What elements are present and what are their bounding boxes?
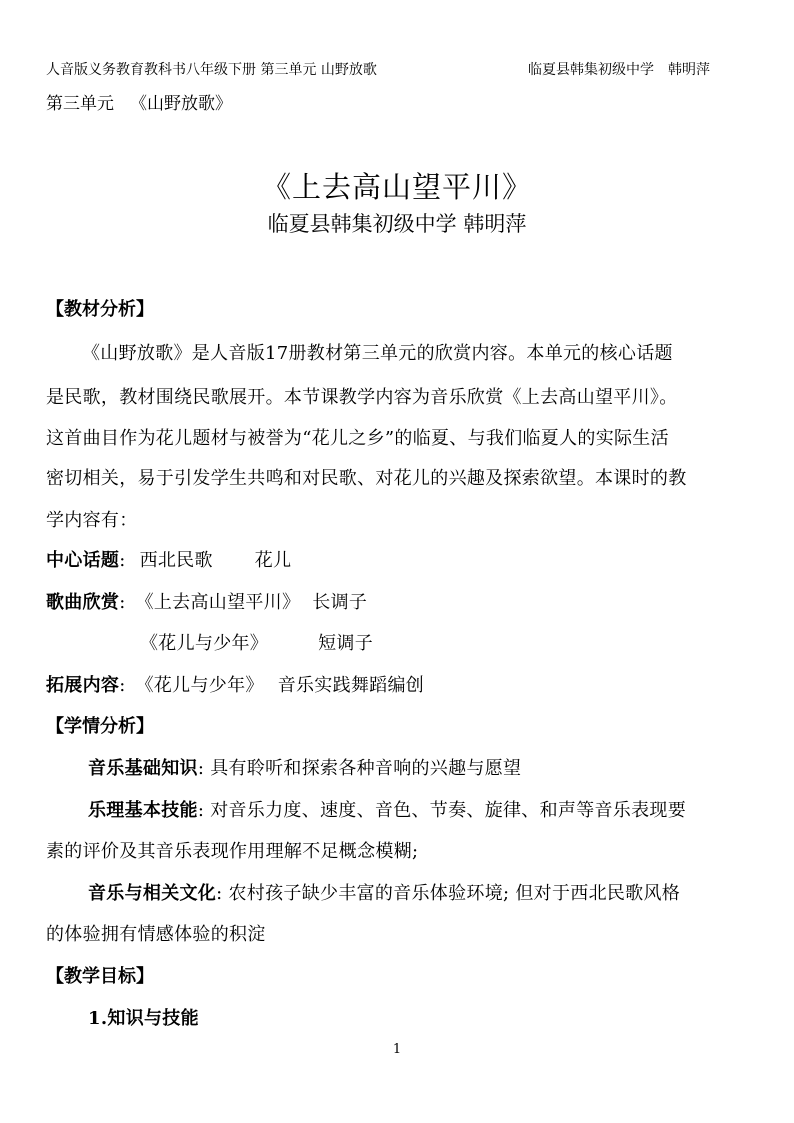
song-appreciation-colon: : (119, 592, 126, 613)
unit-label: 第三单元 (46, 94, 114, 114)
paragraph-line: 《山野放歌》是人音版17册教材第三单元的欣赏内容。本单元的核心话题 (82, 343, 673, 364)
unit-line (46, 89, 232, 114)
song-appreciation-row (46, 588, 367, 614)
culture-row (88, 879, 680, 905)
culture-cont: 的体验拥有情感体验的积淀 (46, 924, 266, 945)
page-title: 《上去高山望平川》 (261, 170, 532, 204)
theory-skills-text: : 对音乐力度、速度、音色、节奏、旋律、和声等音乐表现要 (197, 800, 686, 821)
paragraph-line: 是民歌，教材围绕民歌展开。本节课教学内容为音乐欣赏《上去高山望平川》。 (46, 387, 678, 408)
goal-item-knowledge-skills: 1.知识与技能 (88, 1008, 199, 1029)
running-header-left: 人音版义务教育教科书八年级下册 第三单元 山野放歌 (46, 62, 377, 78)
section-heading-teaching-goals: 【教学目标】 (46, 966, 154, 987)
song-title: 《上去高山望平川》 (135, 592, 301, 613)
center-topic-item: 西北民歌 (139, 550, 213, 571)
basic-knowledge-label: 音乐基础知识 (88, 758, 198, 779)
running-header-right: 临夏县韩集初级中学 韩明萍 (528, 62, 710, 78)
center-topic-row (46, 546, 291, 572)
extension-label: 拓展内容 (46, 675, 120, 696)
paragraph-line: 这首曲目作为花儿题材与被誉为“花儿之乡”的临夏、与我们临夏人的实际生活 (46, 428, 669, 449)
culture-text: : 农村孩子缺少丰富的音乐体验环境; 但对于西北民歌风格 (216, 883, 681, 904)
section-heading-student-analysis: 【学情分析】 (46, 716, 154, 737)
extension-colon: : (119, 675, 126, 696)
culture-label: 音乐与相关文化 (88, 883, 217, 904)
theory-skills-label: 乐理基本技能 (88, 800, 198, 821)
song-type: 短调子 (318, 633, 374, 654)
extension-row (46, 671, 424, 697)
center-topic-item: 花儿 (254, 550, 292, 571)
page-number: 1 (392, 1042, 402, 1057)
paragraph-line: 学内容有： (46, 510, 138, 531)
extension-activity: 音乐实践舞蹈编创 (277, 675, 425, 696)
theory-skills-row (88, 796, 686, 822)
song-appreciation-label: 歌曲欣赏 (46, 592, 120, 613)
center-topic-label: 中心话题 (46, 550, 120, 571)
paragraph-line: 密切相关，易于引发学生共鸣和对民歌、对花儿的兴趣及探索欲望。本课时的教 (46, 468, 687, 489)
page-subtitle: 临夏县韩集初级中学 韩明萍 (267, 212, 527, 236)
song-type: 长调子 (312, 592, 368, 613)
center-topic-colon: : (119, 550, 126, 571)
basic-knowledge-row (88, 754, 521, 780)
unit-name: 《山野放歌》 (130, 94, 232, 114)
basic-knowledge-text: : 具有聆听和探索各种音响的兴趣与愿望 (197, 758, 522, 779)
song-title: 《花儿与少年》 (140, 633, 269, 654)
extension-song: 《花儿与少年》 (135, 675, 264, 696)
theory-skills-cont: 素的评价及其音乐表现作用理解不足概念模糊; (46, 841, 419, 862)
song-appreciation-row-2 (140, 629, 373, 655)
section-heading-textbook-analysis: 【教材分析】 (46, 299, 154, 320)
